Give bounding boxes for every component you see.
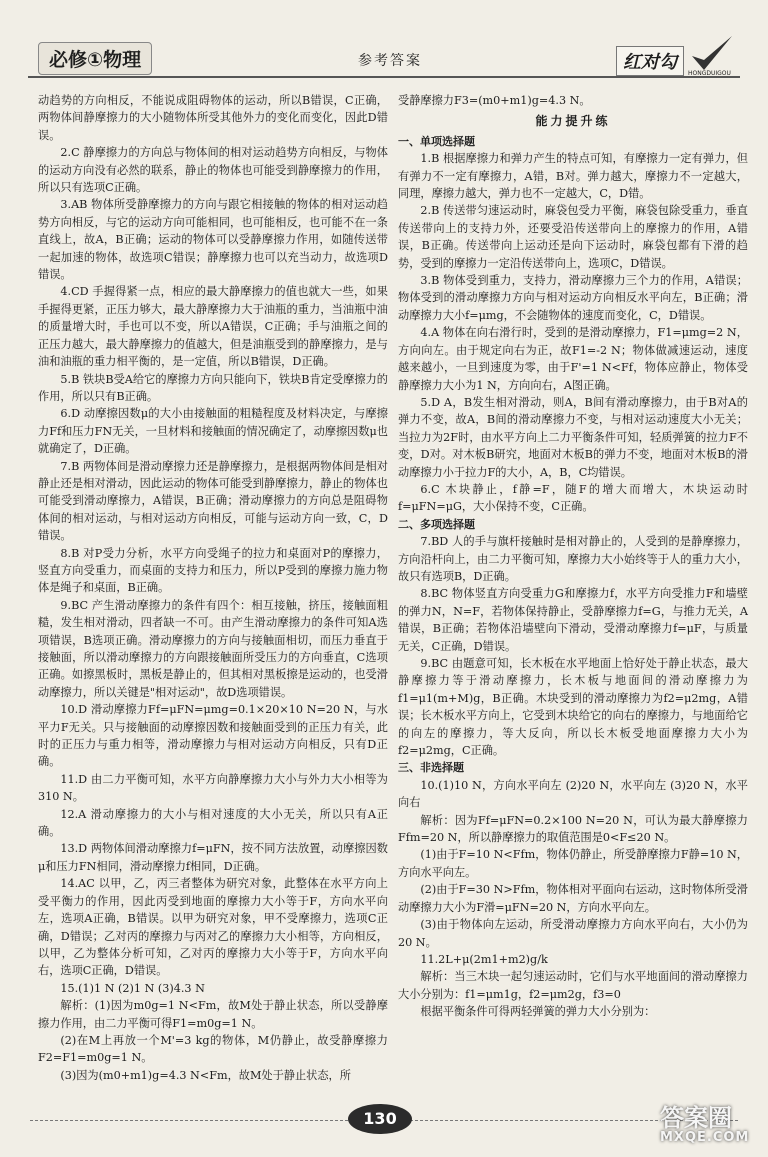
book-title: 必修①物理 <box>38 42 152 75</box>
brand-logo <box>616 32 736 76</box>
answer-paragraph: 15.(1)1 N (2)1 N (3)4.3 N <box>60 981 205 995</box>
answer-paragraph: 6.C 木块静止，f静=F，随F的增大而增大，木块运动时f=μFN=μG，大小保持不变，C正确。 <box>398 482 748 514</box>
answer-paragraph: 3.B 物体受到重力，支持力，滑动摩擦力三个力的作用，A错误；物体受到的滑动摩擦力方向与相对运动方向相反水平向左，B正确；滑动摩擦力大小f=μmg，不会随物体的速度而变化，C，D错误。 <box>398 274 748 322</box>
answer-paragraph: 动趋势的方向相反，不能说成阻碍物体的运动，所以B错误，C正确，两物体间静摩擦力的大小随物体所受其他外力的变化而变化，因此D错误。 <box>38 94 388 142</box>
logo-subtext: HONGDUIGOU <box>688 70 731 77</box>
answer-paragraph: 11.D 由二力平衡可知，水平方向静摩擦力大小与外力大小相等为310 N。 <box>38 772 388 804</box>
answer-paragraph: 9.BC 产生滑动摩擦力的条件有四个：相互接触，挤压，接触面粗糙，发生相对滑动，四者缺一不可。由产生滑动摩擦力的条件可知A选项错误，B选项正确。滑动摩擦力的方向与接触面相切，而压力垂直于接触面，所以滑动摩擦力的方向跟接触面所受压力的方向垂直，C选项正确。如擦黑板时，黑板是静止的，但其相对黑板擦是运动的，也受滑动摩擦力，所以关键是"相对运动"，故D选项错误。 <box>38 598 388 699</box>
answer-paragraph: 2.C 静摩擦力的方向总与物体间的相对运动趋势方向相反，与物体的运动方向没有必然的联系，静止的物体也可能受到静摩擦力的作用，所以只有选项C正确。 <box>38 146 388 195</box>
answer-paragraph: 解析：因为Ff=μFN=0.2×100 N=20 N，可认为最大静摩擦力Ffm=20 N，所以静摩擦力的取值范围是0<F≤20 N。 <box>398 813 748 845</box>
watermark-title: 答案圈 <box>660 1104 732 1132</box>
subsection-title: 二、多项选择题 <box>398 517 475 531</box>
section-title: 能力提升练 <box>535 114 611 129</box>
answer-paragraph: 8.BC 物体竖直方向受重力G和摩擦力f，水平方向受推力F和墙壁的弹力N，N=F，若物体保持静止，受静摩擦力f=G，与推力无关，A错误，B正确；若物体沿墙壁向下滑动，受滑动摩擦力f=μF，与质量无关，C正确，D错误。 <box>398 587 748 653</box>
answer-paragraph: (1)由于F=10 N<Ffm，物体仍静止，所受静摩擦力F静=10 N，方向水平向左。 <box>398 848 748 879</box>
answer-paragraph: 7.BD 人的手与旗杆接触时是相对静止的，人受到的是静摩擦力，方向沿杆向上，由二力平衡可知，摩擦力大小始终等于人的重力大小，故只有选项B，D正确。 <box>398 535 748 583</box>
answer-paragraph: 9.BC 由题意可知，长木板在水平地面上恰好处于静止状态，最大静摩擦力等于滑动摩擦力，长木板与地面间的滑动摩擦力为f1=μ1(m+M)g，B正确。木块受到的滑动摩擦力为f2=μ2mg，A错误；长木板水平方向上，它受到木块给它的向右的摩擦力，与地面给它的向左的摩擦力，等大反向，所以长木板受地面摩擦力大小为f2=μ2mg，C正确。 <box>398 657 748 758</box>
answer-paragraph: 8.B 对P受力分析，水平方向受绳子的拉力和桌面对P的摩擦力，竖直方向受重力，而桌面的支持力和压力，所以P受到的摩擦力施力物体是绳子和桌面，B正确。 <box>38 546 388 595</box>
answer-paragraph: 11.2L+μ(2m1+m2)g/k <box>420 952 548 966</box>
answer-paragraph: 10.(1)10 N，方向水平向左 (2)20 N，水平向左 (3)20 N，水平向右 <box>398 778 748 810</box>
subsection-title: 一、单项选择题 <box>398 134 475 148</box>
answer-paragraph: (2)由于F=30 N>Ffm，物体相对平面向右运动，这时物体所受滑动摩擦力大小为F滑=μFN=20 N，方向水平向左。 <box>398 883 748 914</box>
section-heading: 参考答案 <box>358 53 422 69</box>
answer-paragraph: 6.D 动摩擦因数μ的大小由接触面的粗糙程度及材料决定，与摩擦力Ff和压力FN无关，一旦材料和接触面的情况确定了，动摩擦因数μ也就确定了，D正确。 <box>38 407 388 456</box>
answer-paragraph: 受静摩擦力F3=(m0+m1)g=4.3 N。 <box>398 94 591 107</box>
page-header <box>28 40 740 78</box>
answer-paragraph: (3)由于物体向左运动，所受滑动摩擦力方向水平向右，大小仍为20 N。 <box>398 918 748 949</box>
checkmark-icon <box>688 32 736 76</box>
answer-paragraph: 1.B 根据摩擦力和弹力产生的特点可知，有摩擦力一定有弹力，但有弹力不一定有摩擦力，A错，B对。弹力越大，摩擦力不一定越大，同理，摩擦力越大，弹力也不一定越大，C，D错。 <box>398 152 748 201</box>
answer-paragraph: 4.CD 手握得紧一点，相应的最大静摩擦力的值也就大一些，如果手握得更紧，正压力够大，最大静摩擦力大于油瓶的重力，当油瓶中油的质量增大时，手也可以不变，所以A错误，C正确；手与油瓶之间的正压力越大，最大静摩擦力的值越大，但是油瓶受到的静摩擦力，是与油和油瓶的重力相平衡的，是一定值，所以B错误，D正确。 <box>38 285 388 369</box>
left-column <box>38 92 388 1084</box>
answer-paragraph: (3)因为(m0+m1)g=4.3 N<Fm，故M处于静止状态，所 <box>60 1068 351 1082</box>
answer-paragraph: 3.AB 物体所受静摩擦力的方向与跟它相接触的物体的相对运动趋势方向相反，与它的运动方向可能相同，也可能相反，也可能不在一条直线上，故A，B正确；运动的物体可以受静摩擦力作用，如随传送带一起加速的物体，故选项C错误；静摩擦力也可以充当动力，故选项D错误。 <box>38 198 388 282</box>
watermark-url: MXQE.COM <box>660 1130 750 1145</box>
answer-paragraph: 4.A 物体在向右滑行时，受到的是滑动摩擦力，F1=μmg=2 N，方向向左。由于规定向右为正，故F1=-2 N；物体做减速运动，速度越来越小，一旦到速度为零，由于F'=1 N<Ff，物体应静止，物体受静摩擦力大小为1 N，方向向右，A图正确。 <box>398 326 748 392</box>
watermark <box>660 1105 752 1147</box>
subsection-title: 三、非选择题 <box>398 761 464 775</box>
answer-paragraph: 7.B 两物体间是滑动摩擦力还是静摩擦力，是根据两物体间是相对静止还是相对滑动，因此运动的物体可能受到静摩擦力，静止的物体也可能受到滑动摩擦力，A错误，B正确；滑动摩擦力的方向总是阻碍物体间的相对运动，与相对运动方向相反，可能与运动方向一致，C，D错误。 <box>38 459 388 543</box>
answer-paragraph: 14.AC 以甲，乙，丙三者整体为研究对象，此整体在水平方向上受平衡力的作用，因此丙受到地面的摩擦力大小等于F，方向水平向左，选项A正确，B错误。以甲为研究对象，甲不受摩擦力，选项C正确，D错误；乙对丙的摩擦力与丙对乙的摩擦力大小相等，方向相反，以甲，乙为整体分析可知，乙对丙的摩擦力大小等于F，方向水平向右，选项C正确，D错误。 <box>38 877 388 978</box>
answer-paragraph: 12.A 滑动摩擦力的大小与相对速度的大小无关，所以只有A正确。 <box>38 807 388 839</box>
answer-paragraph: 解析：当三木块一起匀速运动时，它们与水平地面间的滑动摩擦力大小分别为：f1=μm1g，f2=μm2g，f3=0 <box>398 970 748 1001</box>
answer-paragraph: 2.B 传送带匀速运动时，麻袋包受力平衡，麻袋包除受重力，垂直传送带向上的支持力外，还要受沿传送带向上的摩擦力的作用，A错误，B正确。传送带向上运动还是向下运动时，麻袋包都有下滑的趋势，受到的摩擦力一定沿传送带向上，选项C，D错误。 <box>398 204 748 270</box>
answer-paragraph: 5.B 铁块B受A给它的摩擦力方向只能向下，铁块B肯定受摩擦力的作用，所以只有B正确。 <box>38 372 388 403</box>
answer-paragraph: 10.D 滑动摩擦力Ff=μFN=μmg=0.1×20×10 N=20 N，与水平力F无关。只与接触面的动摩擦因数和接触面受到的正压力有关，此时的正压力与重力相等，滑动摩擦力与相对运动方向相反，只有D正确。 <box>38 703 388 769</box>
answer-paragraph: 13.D 两物体间滑动摩擦力f=μFN，按不同方法放置，动摩擦因数μ和压力FN相同，滑动摩擦力f相同，D正确。 <box>38 842 388 873</box>
page-number: 130 <box>348 1104 412 1134</box>
logo-text: 红对勾 <box>616 46 684 76</box>
answer-paragraph: (2)在M上再放一个M'=3 kg的物体，M仍静止，故受静摩擦力F2=F1=m0g=1 N。 <box>38 1033 388 1065</box>
right-column <box>398 92 748 1021</box>
answer-paragraph: 5.D A，B发生相对滑动，则A，B间有滑动摩擦力，由于B对A的弹力不变，故A，B间的滑动摩擦力不变，与相对运动速度大小无关；当拉力为2F时，由水平方向上二力平衡条件可知，轻质弹簧的拉力F不变，D对。对木板B研究，地面对木板B的弹力不变，地面对木板B的滑动摩擦力小于拉力F的大小，A，B，C均错误。 <box>398 395 748 479</box>
answer-paragraph: 根据平衡条件可得两轻弹簧的弹力大小分别为： <box>420 1005 656 1019</box>
answer-paragraph: 解析：(1)因为m0g=1 N<Fm，故M处于静止状态，所以受静摩擦力作用，由二力平衡可得F1=m0g=1 N。 <box>38 999 388 1030</box>
